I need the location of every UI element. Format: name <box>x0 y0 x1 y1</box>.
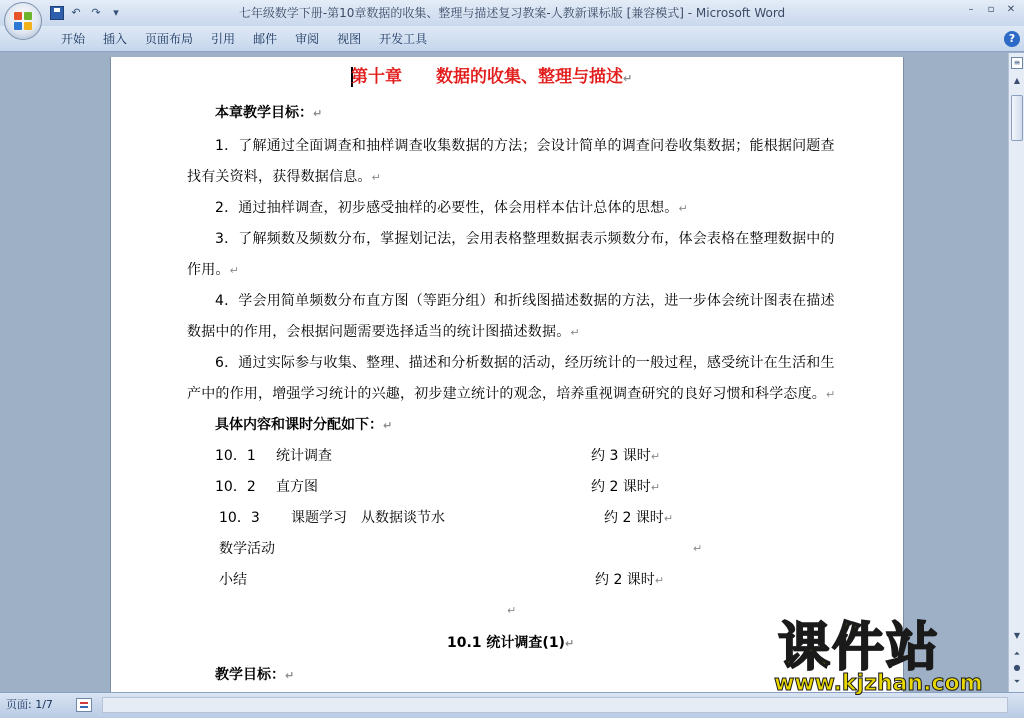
section-title <box>447 633 574 654</box>
save-icon[interactable] <box>50 6 64 20</box>
paragraph-mark: ↵ <box>383 419 393 432</box>
tab-page-layout[interactable]: 页面布局 <box>145 32 194 46</box>
paragraph-mark: ↵ <box>654 574 665 587</box>
schedule-name: 直方图 <box>276 479 318 495</box>
scroll-thumb[interactable] <box>1011 95 1023 141</box>
schedule-hours-text: 约 3 课时 <box>591 448 651 464</box>
undo-icon[interactable]: ↶ <box>71 6 81 19</box>
paragraph-mark: ↵ <box>650 481 661 494</box>
document-page[interactable] <box>110 57 904 692</box>
schedule-num: 10．2 <box>215 479 256 495</box>
goal-paragraph-4 <box>187 286 837 348</box>
browse-object-icon[interactable]: ● <box>1013 663 1021 672</box>
section-goals-heading <box>215 665 294 686</box>
office-logo-icon <box>14 12 32 30</box>
tab-view[interactable]: 视图 <box>337 32 362 46</box>
vertical-scrollbar[interactable] <box>1008 53 1024 692</box>
title-bar <box>0 0 1024 26</box>
redo-icon[interactable]: ↷ <box>91 6 101 19</box>
goal-text: 6．通过实际参与收集、整理、描述和分析数据的活动，经历统计的一般过程，感受统计在生活和生产中的作用，增强学习统计的兴趣，初步建立统计的观念，培养重视调查研究的良好习惯和科学态度。 <box>187 355 835 402</box>
scroll-up-arrow-icon[interactable]: ▲ <box>1013 76 1021 85</box>
schedule-hours-text: 约 2 课时 <box>591 479 651 495</box>
window-controls <box>964 2 1018 18</box>
schedule-hours-text: 约 2 课时 <box>604 510 664 526</box>
restore-button[interactable]: ▫ <box>987 4 995 15</box>
minimize-button[interactable]: – <box>968 4 974 15</box>
ribbon <box>0 26 1024 52</box>
schedule-name: 小结 <box>219 572 247 588</box>
previous-page-icon[interactable]: ⏶ <box>1013 649 1021 658</box>
goal-text: 4．学会用简单频数分布直方图（等距分组）和折线图描述数据的方法，进一步体会统计图表在描述数据中的作用，会根据问题需要选择适当的统计图描述数据。 <box>187 293 835 340</box>
paragraph-mark: ↵ <box>313 107 323 120</box>
paragraph-mark: ↵ <box>507 604 517 617</box>
goal-paragraph-3 <box>187 224 837 286</box>
chapter-topic: 数据的收集、整理与描述 <box>436 67 623 87</box>
paragraph-mark: ↵ <box>285 669 295 682</box>
goals-heading <box>215 103 322 124</box>
section-title-text: 10.1 统计调查(1) <box>447 635 565 651</box>
watermark-logo <box>770 618 1010 698</box>
paragraph-mark: ↵ <box>650 450 661 463</box>
paragraph-mark: ↵ <box>663 512 674 525</box>
paragraph-mark: ↵ <box>623 72 633 85</box>
page-count[interactable]: 页面: 1/7 <box>6 698 53 711</box>
schedule-heading <box>215 415 392 436</box>
schedule-hours <box>591 477 660 498</box>
tab-developer[interactable]: 开发工具 <box>379 32 428 46</box>
close-button[interactable]: ✕ <box>1006 4 1016 15</box>
scroll-down-arrow-icon[interactable]: ▼ <box>1013 631 1021 640</box>
ruler-toggle-icon[interactable]: ≡ <box>1011 57 1023 69</box>
goal-text: 2．通过抽样调查，初步感受抽样的必要性，体会用样本估计总体的思想。 <box>215 200 679 216</box>
schedule-heading-text: 具体内容和课时分配如下： <box>215 417 383 433</box>
schedule-hours-text: 约 2 课时 <box>595 572 655 588</box>
paragraph-mark: ↵ <box>564 637 575 650</box>
watermark-url: www.kjzhan.com <box>774 671 983 696</box>
ribbon-tabs <box>52 26 436 52</box>
quick-access-toolbar <box>50 3 124 23</box>
goal-paragraph-6 <box>187 348 837 410</box>
section-goals-heading-text: 教学目标： <box>215 667 285 683</box>
goal-paragraph-2 <box>187 193 837 224</box>
goal-paragraph-1 <box>187 131 837 193</box>
tab-insert[interactable]: 插入 <box>103 32 128 46</box>
horizontal-scrollbar[interactable] <box>102 697 1008 713</box>
tab-review[interactable]: 审阅 <box>295 32 320 46</box>
paragraph-mark: ↵ <box>229 264 240 277</box>
goal-text: 1．了解通过全面调查和抽样调查收集数据的方法；会设计简单的调查问卷收集数据；能根据问题查找有关资料，获得数据信息。 <box>187 138 835 185</box>
customize-qat-icon[interactable]: ▾ <box>113 6 119 19</box>
window-title: 七年级数学下册-第10章数据的收集、整理与描述复习教案-人教新课标版 [兼容模式] - Microsoft Word <box>238 6 786 20</box>
schedule-name: 数学活动 <box>219 541 275 557</box>
next-page-icon[interactable]: ⏷ <box>1013 677 1021 686</box>
proofing-icon[interactable] <box>76 698 92 712</box>
tab-references[interactable]: 引用 <box>211 32 236 46</box>
schedule-num: 10．3 <box>219 510 260 526</box>
schedule-hours <box>604 508 673 529</box>
watermark-cn: 课件站 <box>778 618 941 678</box>
chapter-title <box>351 65 632 91</box>
paragraph-mark: ↵ <box>826 388 836 401</box>
help-icon[interactable]: ? <box>1004 31 1020 47</box>
goals-heading-text: 本章教学目标： <box>215 105 313 121</box>
schedule-name: 统计调查 <box>276 448 332 464</box>
schedule-hours <box>591 446 660 467</box>
schedule-hours <box>595 570 664 591</box>
paragraph-mark: ↵ <box>371 171 382 184</box>
chapter-number: 第十章 <box>351 67 402 87</box>
paragraph-mark: ↵ <box>570 326 580 339</box>
schedule-num: 10．1 <box>215 448 256 464</box>
paragraph-mark: ↵ <box>693 542 703 555</box>
tab-mailings[interactable]: 邮件 <box>253 32 278 46</box>
office-button[interactable] <box>4 2 42 40</box>
document-area <box>0 53 1008 692</box>
schedule-name: 课题学习 从数据谈节水 <box>291 510 445 526</box>
tab-home[interactable]: 开始 <box>61 32 86 46</box>
goal-text: 3．了解频数及频数分布，掌握划记法，会用表格整理数据表示频数分布，体会表格在整理数据中的作用。 <box>187 231 835 278</box>
paragraph-mark: ↵ <box>678 202 688 215</box>
